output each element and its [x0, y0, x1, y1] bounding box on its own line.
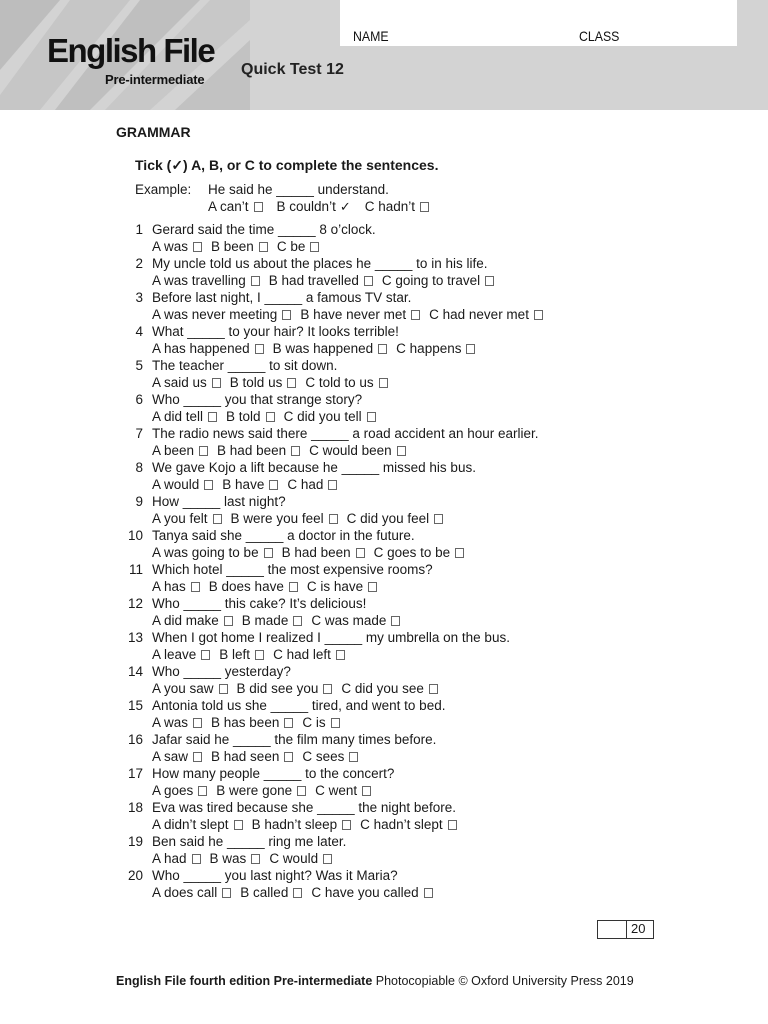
answer-option[interactable] [152, 681, 228, 696]
example-options [208, 199, 443, 215]
answer-option[interactable] [222, 477, 278, 492]
option-label: C hadn’t slept [360, 817, 443, 832]
answer-option[interactable] [269, 851, 332, 866]
tick-icon: ✓ [339, 199, 351, 214]
answer-option[interactable] [360, 817, 457, 832]
question-sentence: When I got home I realized I _____ my umbrella on the bus. [152, 630, 510, 645]
option-label: A did tell [152, 409, 204, 424]
option-label: A had [152, 851, 187, 866]
option-label: C did you see [341, 681, 424, 696]
checkbox[interactable] [255, 344, 264, 354]
option-label: A leave [152, 647, 197, 662]
test-title: Quick Test 12 [241, 61, 344, 78]
answer-option[interactable] [152, 443, 208, 458]
footer [116, 974, 634, 988]
checkbox[interactable] [192, 854, 201, 864]
answer-option[interactable] [284, 409, 376, 424]
example-option[interactable] [208, 199, 263, 214]
checkbox[interactable] [367, 412, 376, 422]
question-options [152, 511, 452, 526]
option-label: A been [152, 443, 195, 458]
option-label: B had been [281, 545, 351, 560]
checkbox[interactable] [485, 276, 494, 286]
question-number: 6 [135, 392, 143, 407]
answer-option[interactable] [152, 817, 243, 832]
option-label: C is [302, 715, 326, 730]
checkbox[interactable] [254, 202, 263, 212]
question-sentence: Jafar said he _____ the film many times before. [152, 732, 437, 747]
question-number: 4 [135, 324, 143, 339]
answer-option[interactable] [341, 681, 438, 696]
answer-option[interactable] [300, 307, 420, 322]
answer-option[interactable] [152, 749, 202, 764]
question-options [152, 647, 354, 662]
checkbox[interactable] [208, 412, 217, 422]
question-options [152, 851, 341, 866]
answer-option[interactable] [217, 443, 300, 458]
checkbox[interactable] [323, 684, 332, 694]
option-label: C happens [396, 341, 462, 356]
question-sentence: Before last night, I _____ a famous TV star. [152, 290, 412, 305]
option-label: C did you feel [346, 511, 430, 526]
option-label: B have never met [300, 307, 407, 322]
checkbox[interactable] [224, 616, 233, 626]
option-label: C be [276, 239, 306, 254]
option-label: A has [152, 579, 186, 594]
checkbox[interactable] [448, 820, 457, 830]
option-label: A was never meeting [152, 307, 278, 322]
question-number: 17 [127, 766, 143, 781]
answer-option[interactable] [152, 341, 264, 356]
checkbox[interactable] [193, 242, 202, 252]
checkbox[interactable] [287, 378, 296, 388]
question-sentence: Ben said he _____ ring me later. [152, 834, 347, 849]
question-number: 9 [135, 494, 143, 509]
question-sentence: The radio news said there _____ a road accident an hour earlier. [152, 426, 539, 441]
checkbox[interactable] [193, 752, 202, 762]
answer-option[interactable] [216, 783, 306, 798]
question-options [152, 443, 415, 458]
checkbox[interactable] [204, 480, 213, 490]
logo-title: English File [47, 32, 215, 69]
checkbox[interactable] [356, 548, 365, 558]
option-label: A said us [152, 375, 207, 390]
question-number: 3 [135, 290, 143, 305]
answer-option[interactable] [347, 511, 444, 526]
answer-option[interactable] [396, 341, 475, 356]
checkbox[interactable] [222, 888, 231, 898]
example-option[interactable] [277, 199, 351, 215]
answer-option[interactable] [307, 579, 377, 594]
answer-option[interactable] [311, 885, 432, 900]
answer-option[interactable] [231, 511, 338, 526]
answer-option[interactable] [152, 239, 202, 254]
option-label: A was [152, 239, 189, 254]
answer-option[interactable] [315, 783, 371, 798]
option-label: C was made [311, 613, 387, 628]
checkbox[interactable] [213, 514, 222, 524]
option-label: B told us [229, 375, 283, 390]
question-sentence: Antonia told us she _____ tired, and went to bed. [152, 698, 446, 713]
checkbox[interactable] [251, 276, 260, 286]
checkbox[interactable] [424, 888, 433, 898]
answer-option[interactable] [237, 681, 333, 696]
question-options [152, 885, 442, 900]
answer-option[interactable] [152, 647, 210, 662]
answer-option[interactable] [382, 273, 494, 288]
checkbox[interactable] [331, 718, 340, 728]
option-label: B had travelled [268, 273, 359, 288]
answer-option[interactable] [152, 783, 207, 798]
answer-option[interactable] [240, 885, 302, 900]
option-label: C would been [309, 443, 392, 458]
question-number: 11 [128, 562, 143, 577]
question-sentence: How many people _____ to the concert? [152, 766, 395, 781]
checkbox[interactable] [336, 650, 345, 660]
answer-option[interactable] [152, 511, 222, 526]
checkbox[interactable] [199, 446, 208, 456]
option-label: A does call [152, 885, 218, 900]
question-options [152, 681, 447, 696]
question-number: 2 [135, 256, 143, 271]
answer-option[interactable] [219, 647, 264, 662]
answer-option[interactable] [302, 749, 358, 764]
checkbox[interactable] [284, 752, 293, 762]
checkbox[interactable] [297, 786, 306, 796]
question-sentence: The teacher _____ to sit down. [152, 358, 338, 373]
answer-option[interactable] [152, 307, 291, 322]
answer-option[interactable] [152, 375, 221, 390]
option-label: B were gone [216, 783, 293, 798]
answer-option[interactable] [311, 613, 400, 628]
answer-option[interactable] [374, 545, 465, 560]
checkbox[interactable] [193, 718, 202, 728]
question-sentence: Gerard said the time _____ 8 o’clock. [152, 222, 376, 237]
name-class-field[interactable] [340, 0, 737, 46]
question-number: 12 [127, 596, 143, 611]
question-options [152, 273, 503, 288]
question-sentence: Eva was tired because she _____ the night before. [152, 800, 456, 815]
option-label: B had been [217, 443, 287, 458]
answer-option[interactable] [269, 273, 373, 288]
checkbox[interactable] [434, 514, 443, 524]
answer-option[interactable] [282, 545, 365, 560]
question-sentence: How _____ last night? [152, 494, 286, 509]
answer-option[interactable] [152, 715, 202, 730]
checkbox[interactable] [289, 582, 298, 592]
checkbox[interactable] [291, 446, 300, 456]
option-label: C going to travel [381, 273, 481, 288]
answer-option[interactable] [209, 579, 298, 594]
checkbox[interactable] [282, 310, 291, 320]
option-label: B made [241, 613, 289, 628]
checkbox[interactable] [201, 650, 210, 660]
question-sentence: My uncle told us about the places he _____ to in his life. [152, 256, 488, 271]
checkbox[interactable] [349, 752, 358, 762]
question-options [152, 477, 346, 492]
checkbox[interactable] [368, 582, 377, 592]
question-number: 20 [127, 868, 143, 883]
answer-option[interactable] [226, 409, 275, 424]
answer-option[interactable] [273, 647, 345, 662]
checkbox[interactable] [284, 718, 293, 728]
question-number: 15 [127, 698, 143, 713]
option-label: A did make [152, 613, 219, 628]
checkbox[interactable] [251, 854, 260, 864]
option-label: C did you tell [283, 409, 362, 424]
question-sentence: Who _____ you last night? Was it Maria? [152, 868, 398, 883]
question-options [152, 613, 409, 628]
checkbox[interactable] [455, 548, 464, 558]
example-sentence: He said he _____ understand. [208, 182, 389, 197]
option-label: A has happened [152, 341, 250, 356]
answer-option[interactable] [152, 851, 201, 866]
option-label: B couldn’t [276, 199, 336, 214]
option-label: C have you called [311, 885, 419, 900]
page-header [0, 0, 768, 110]
checkbox[interactable] [362, 786, 371, 796]
question-options [152, 579, 386, 594]
answer-option[interactable] [309, 443, 406, 458]
option-label: C had [287, 477, 324, 492]
option-label: A can’t [208, 199, 249, 214]
option-label: C would [269, 851, 319, 866]
option-label: C goes to be [373, 545, 451, 560]
answer-option[interactable] [211, 715, 293, 730]
option-label: A goes [152, 783, 194, 798]
question-number: 19 [127, 834, 143, 849]
question-sentence: We gave Kojo a lift because he _____ missed his bus. [152, 460, 476, 475]
checkbox[interactable] [259, 242, 268, 252]
option-label: B have [222, 477, 265, 492]
checkbox[interactable] [342, 820, 351, 830]
option-label: C is have [306, 579, 364, 594]
answer-option[interactable] [287, 477, 337, 492]
checkbox[interactable] [466, 344, 475, 354]
checkbox[interactable] [212, 378, 221, 388]
option-label: B was [209, 851, 247, 866]
answer-option[interactable] [211, 749, 293, 764]
question-options [152, 375, 397, 390]
class-label: CLASS [579, 28, 620, 44]
option-label: A you saw [152, 681, 214, 696]
checkbox[interactable] [310, 242, 319, 252]
checkbox[interactable] [429, 684, 438, 694]
answer-option[interactable] [152, 613, 233, 628]
question-sentence: Who _____ this cake? It’s delicious! [152, 596, 367, 611]
option-label: A was going to be [152, 545, 259, 560]
answer-option[interactable] [211, 239, 268, 254]
question-number: 18 [127, 800, 143, 815]
option-label: C sees [302, 749, 345, 764]
question-options [152, 783, 380, 798]
question-number: 14 [127, 664, 143, 679]
answer-option[interactable] [152, 545, 273, 560]
question-options [152, 545, 473, 560]
checkbox[interactable] [378, 344, 387, 354]
checkbox[interactable] [420, 202, 429, 212]
answer-option[interactable] [230, 375, 297, 390]
option-label: C had left [273, 647, 331, 662]
checkbox[interactable] [397, 446, 406, 456]
question-sentence: Which hotel _____ the most expensive rooms? [152, 562, 433, 577]
checkbox[interactable] [255, 650, 264, 660]
question-number: 10 [127, 528, 143, 543]
option-label: B told [226, 409, 261, 424]
question-sentence: What _____ to your hair? It looks terrible! [152, 324, 399, 339]
answer-option[interactable] [305, 375, 387, 390]
answer-option[interactable] [277, 239, 320, 254]
answer-option[interactable] [152, 477, 213, 492]
option-label: B left [219, 647, 251, 662]
question-options [152, 239, 328, 254]
checkbox[interactable] [323, 854, 332, 864]
answer-option[interactable] [242, 613, 303, 628]
checkbox[interactable] [328, 480, 337, 490]
option-label: B does have [208, 579, 284, 594]
answer-option[interactable] [302, 715, 339, 730]
question-options [152, 341, 484, 356]
option-label: B hadn’t sleep [251, 817, 338, 832]
question-number: 5 [135, 358, 143, 373]
checkbox[interactable] [234, 820, 243, 830]
question-number: 8 [135, 460, 143, 475]
answer-option[interactable] [152, 885, 231, 900]
question-number: 7 [135, 426, 143, 441]
option-label: A was [152, 715, 189, 730]
question-options [152, 307, 552, 322]
question-sentence: Who _____ yesterday? [152, 664, 291, 679]
checkbox[interactable] [191, 582, 200, 592]
checkbox[interactable] [293, 616, 302, 626]
score-divider [626, 921, 627, 938]
answer-option[interactable] [152, 409, 217, 424]
answer-option[interactable] [273, 341, 388, 356]
option-label: B were you feel [230, 511, 324, 526]
answer-option[interactable] [152, 579, 200, 594]
question-options [152, 817, 466, 832]
option-label: B had seen [211, 749, 280, 764]
option-label: C hadn’t [364, 199, 416, 214]
answer-option[interactable] [252, 817, 352, 832]
answer-option[interactable] [429, 307, 543, 322]
option-label: A didn’t slept [152, 817, 229, 832]
option-label: A saw [152, 749, 189, 764]
checkbox[interactable] [269, 480, 278, 490]
question-options [152, 715, 349, 730]
example-option[interactable] [365, 199, 429, 214]
footer-copyright: Photocopiable © Oxford University Press 2019 [375, 974, 634, 988]
question-sentence: Tanya said she _____ a doctor in the future. [152, 528, 415, 543]
option-label: B been [211, 239, 254, 254]
option-label: A you felt [152, 511, 208, 526]
footer-title: English File fourth edition Pre-intermediate [116, 974, 373, 988]
checkbox[interactable] [264, 548, 273, 558]
checkbox[interactable] [364, 276, 373, 286]
option-label: A would [152, 477, 200, 492]
question-number: 1 [135, 222, 143, 237]
checkbox[interactable] [219, 684, 228, 694]
answer-option[interactable] [210, 851, 261, 866]
question-sentence: Who _____ you that strange story? [152, 392, 363, 407]
checkbox[interactable] [391, 616, 400, 626]
checkbox[interactable] [411, 310, 420, 320]
instruction: Tick (✓) A, B, or C to complete the sentences. [135, 157, 439, 173]
section-title: GRAMMAR [116, 124, 191, 140]
checkbox[interactable] [329, 514, 338, 524]
question-options [152, 409, 385, 424]
question-options [152, 749, 367, 764]
score-total: 20 [631, 921, 646, 936]
option-label: B was happened [272, 341, 374, 356]
option-label: C had never met [429, 307, 529, 322]
example-label: Example: [135, 182, 192, 197]
question-number: 16 [127, 732, 143, 747]
option-label: B has been [211, 715, 280, 730]
option-label: B called [240, 885, 289, 900]
option-label: C went [315, 783, 358, 798]
answer-option[interactable] [152, 273, 260, 288]
question-number: 13 [127, 630, 143, 645]
checkbox[interactable] [266, 412, 275, 422]
option-label: A was travelling [152, 273, 246, 288]
checkbox[interactable] [293, 888, 302, 898]
checkbox[interactable] [379, 378, 388, 388]
checkbox[interactable] [534, 310, 543, 320]
checkbox[interactable] [198, 786, 207, 796]
name-label: NAME [353, 28, 389, 44]
option-label: B did see you [236, 681, 319, 696]
option-label: C told to us [305, 375, 374, 390]
logo-subtitle: Pre-intermediate [105, 72, 205, 87]
